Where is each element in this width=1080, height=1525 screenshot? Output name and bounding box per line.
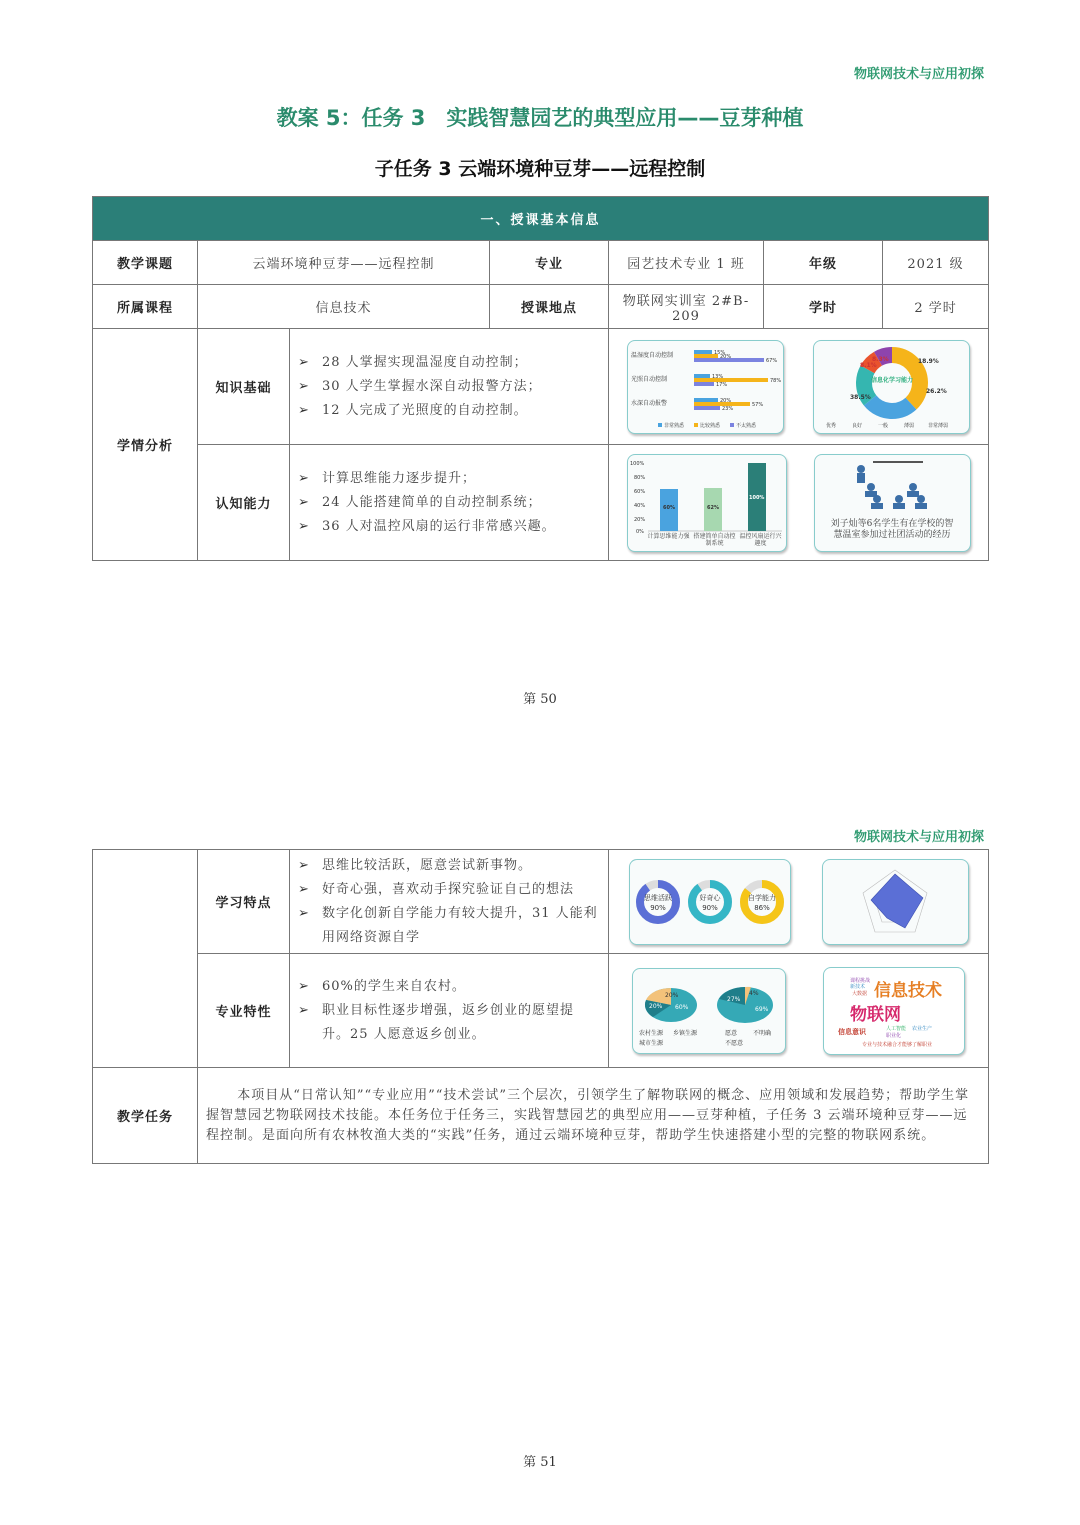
ring-value: 90%	[701, 903, 718, 912]
task-label: 教学任务	[93, 1068, 198, 1164]
y-tick: 100%	[629, 460, 644, 467]
bar	[694, 398, 718, 402]
ring-label: 思维活跃	[643, 893, 672, 902]
donut-svg	[814, 341, 969, 433]
donut-center-label: 信息化学习能力	[870, 376, 913, 384]
donut-label: 38.5%	[849, 393, 871, 401]
bar	[694, 378, 768, 382]
list-item: ➢ 思维比较活跃，愿意尝试新事物。	[296, 854, 600, 878]
pie-label: 4%	[748, 989, 759, 997]
cognition-list-cell	[290, 445, 609, 561]
pie-label: 60%	[674, 1003, 689, 1011]
ring	[640, 884, 676, 920]
list-item: ➢ 职业目标性逐步增强，返乡创业的愿望提升。25 人愿意返乡创业。	[296, 999, 600, 1047]
legend-label: 城市生源	[638, 1039, 663, 1047]
task-cell	[198, 1068, 989, 1164]
section-heading: 一、授课基本信息	[93, 197, 989, 241]
pie-label: 69%	[754, 1005, 769, 1013]
word: 专业与技术融合才能够了解职业	[862, 1041, 933, 1048]
column-label: 搭建简单自动控制系统	[693, 532, 736, 547]
word: 物联网	[850, 1004, 902, 1025]
basic-info-table	[92, 196, 989, 561]
topic-label: 教学课题	[93, 241, 198, 285]
y-tick: 80%	[633, 474, 645, 481]
subtask-title: 子任务 3 云端环境种豆芽——远程控制	[374, 158, 706, 180]
word: 大数据	[852, 990, 868, 997]
bar-value: 13%	[712, 373, 724, 380]
rings-figure	[629, 859, 791, 945]
y-tick: 20%	[633, 516, 645, 523]
legend-label: 不太熟悉	[736, 422, 757, 429]
running-header: 物联网技术与应用初探	[853, 67, 984, 82]
page-number: 第 50	[523, 692, 557, 707]
major-feature-list-cell	[290, 954, 609, 1068]
legend-label: 比较熟悉	[700, 422, 721, 429]
bar-value: 17%	[716, 381, 728, 388]
list-item: ➢ 60%的学生来自农村。	[296, 975, 600, 999]
grade-value: 2021 级	[883, 241, 989, 285]
analysis-continued-table	[92, 849, 989, 1164]
legend-label: 非常熟悉	[664, 422, 685, 429]
people-caption: 刘子灿等6名学生有在学校的智慧温室参加过社团活动的经历	[830, 518, 954, 540]
learning-figures-cell	[609, 850, 989, 954]
row-label: 水深自动报警	[631, 399, 668, 407]
analysis-label: 学情分析	[93, 329, 198, 561]
task-paragraph: 本项目从“日常认知”“专业应用”“技术尝试”三个层次，引领学生了解物联网的概念、应用领域和发展趋势；帮助学生掌握智慧园艺物联网技术技能。本任务位于任务三，实践智慧园艺的典型应用——豆芽种植，子任务 3 云端环境种豆芽——远程控制。是面向所有农林牧渔大类的“实践”任务，通过云端环境种豆芽，帮助学生快速搭建小型的完整的物联网系统。	[206, 1087, 970, 1143]
bar-value: 20%	[720, 397, 732, 404]
bar	[694, 350, 712, 354]
major-feature-figures-cell	[609, 954, 989, 1068]
legend-label: 愿意	[724, 1029, 737, 1037]
knowledge-donut-chart	[813, 340, 970, 434]
knowledge-figures-cell	[609, 329, 989, 445]
legend-label: 非常薄弱	[927, 422, 948, 429]
donut-label: 8.1%	[859, 361, 877, 369]
column-value: 100%	[748, 494, 764, 501]
pies-svg	[633, 969, 785, 1053]
word: 农业生产	[912, 1025, 933, 1032]
bar-value: 78%	[770, 377, 782, 384]
knowledge-label: 知识基础	[198, 329, 290, 445]
legend-label: 一般	[877, 422, 888, 429]
hours-value: 2 学时	[883, 285, 989, 329]
topic-value: 云端环境种豆芽——远程控制	[198, 241, 490, 285]
legend-swatch	[658, 423, 662, 427]
word: 新技术	[850, 983, 866, 990]
learning-list	[290, 854, 608, 950]
hours-label: 学时	[764, 285, 883, 329]
ring-label: 好奇心	[699, 893, 720, 902]
knowledge-bar-chart	[627, 340, 784, 434]
legend-swatch	[694, 423, 698, 427]
word: 信息技术	[874, 980, 943, 1001]
word-cloud-figure	[823, 967, 965, 1055]
ring-label: 自学能力	[747, 893, 776, 902]
pie-label: 20%	[648, 1002, 663, 1010]
word: 职业化	[886, 1032, 902, 1039]
course-value: 信息技术	[198, 285, 490, 329]
lesson-title: 教案 5：任务 3 实践智慧园艺的典型应用——豆芽种植	[276, 106, 804, 130]
place-label: 授课地点	[490, 285, 609, 329]
donut-label: 8.3%	[871, 355, 889, 363]
column-label: 温控风扇运行兴趣度	[739, 532, 782, 547]
list-item: ➢ 36 人对温控风扇的运行非常感兴趣。	[296, 515, 600, 539]
course-label: 所属课程	[93, 285, 198, 329]
donut-label: 26.2%	[925, 387, 947, 395]
legend-label: 不明确	[752, 1029, 771, 1037]
list-item: ➢ 计算思维能力逐步提升；	[296, 467, 600, 491]
list-item: ➢ 12 人完成了光照度的自动控制。	[296, 399, 600, 423]
legend-label: 乡镇生源	[672, 1029, 697, 1037]
cognition-list	[290, 467, 608, 539]
pie-label: 20%	[664, 991, 679, 999]
list-item: ➢ 30 人学生掌握水深自动报警方法；	[296, 375, 600, 399]
word: 信息意识	[838, 1027, 867, 1036]
bar-value: 20%	[720, 353, 732, 360]
ring-value: 86%	[753, 903, 770, 912]
ring	[692, 884, 728, 920]
page-number: 第 51	[523, 1455, 557, 1470]
bar-value: 67%	[766, 357, 778, 364]
legend-label: 优秀	[825, 422, 836, 429]
learning-list-cell	[290, 850, 609, 954]
legend-label: 良好	[851, 422, 862, 429]
bar-value: 57%	[752, 401, 764, 408]
cognition-column-chart	[627, 454, 787, 552]
list-item: ➢ 好奇心强，喜欢动手探究验证自己的想法	[296, 878, 600, 902]
word-cloud-svg	[824, 968, 964, 1054]
knowledge-list	[290, 351, 608, 423]
legend-label: 不愿意	[724, 1039, 743, 1047]
radar-svg	[823, 860, 968, 944]
column-value: 62%	[706, 504, 719, 511]
major-feature-label: 专业特性	[198, 954, 290, 1068]
people-figure	[814, 454, 971, 552]
people-icon	[815, 455, 970, 515]
list-item: ➢ 数字化创新自学能力有较大提升，31 人能利用网络资源自学	[296, 902, 600, 950]
word: 课程挑战	[850, 977, 871, 984]
radar-shape	[871, 874, 923, 928]
row-label: 温湿度自动控制	[631, 351, 674, 359]
major-feature-list	[290, 975, 608, 1047]
legend-label: 薄弱	[903, 422, 914, 429]
cognition-figures-cell	[609, 445, 989, 561]
column-label: 计算思维能力强	[647, 532, 690, 540]
cognition-label: 认知能力	[198, 445, 290, 561]
bar	[694, 382, 714, 386]
bar-value: 15%	[714, 349, 726, 356]
knowledge-list-cell	[290, 329, 609, 445]
bar-value: 23%	[722, 405, 734, 412]
y-tick: 60%	[633, 488, 645, 495]
row-label: 光照自动控制	[631, 375, 668, 383]
bar	[694, 406, 720, 410]
legend-label: 农村生源	[638, 1029, 663, 1037]
grade-label: 年级	[764, 241, 883, 285]
major-value: 园艺技术专业 1 班	[609, 241, 764, 285]
radar-figure	[822, 859, 969, 945]
pie-label: 27%	[726, 995, 741, 1003]
learning-label: 学习特点	[198, 850, 290, 954]
ring-value: 90%	[649, 903, 666, 912]
bar-chart-svg	[628, 341, 783, 433]
column-labels	[646, 533, 784, 547]
pie-figure	[632, 968, 786, 1054]
legend-swatch	[730, 423, 734, 427]
y-tick: 40%	[633, 502, 645, 509]
donut-label: 18.9%	[917, 357, 939, 365]
place-value: 物联网实训室 2#B-209	[609, 285, 764, 329]
list-item: ➢ 28 人掌握实现温湿度自动控制；	[296, 351, 600, 375]
bar	[694, 374, 710, 378]
running-header: 物联网技术与应用初探	[853, 830, 984, 845]
blank-merged-cell	[93, 850, 198, 1068]
y-tick: 0%	[635, 528, 644, 535]
column-value: 60%	[662, 504, 675, 511]
major-label: 专业	[490, 241, 609, 285]
list-item: ➢ 24 人能搭建简单的自动控制系统；	[296, 491, 600, 515]
word: 人工智能	[886, 1025, 907, 1032]
rings-svg	[630, 860, 790, 944]
